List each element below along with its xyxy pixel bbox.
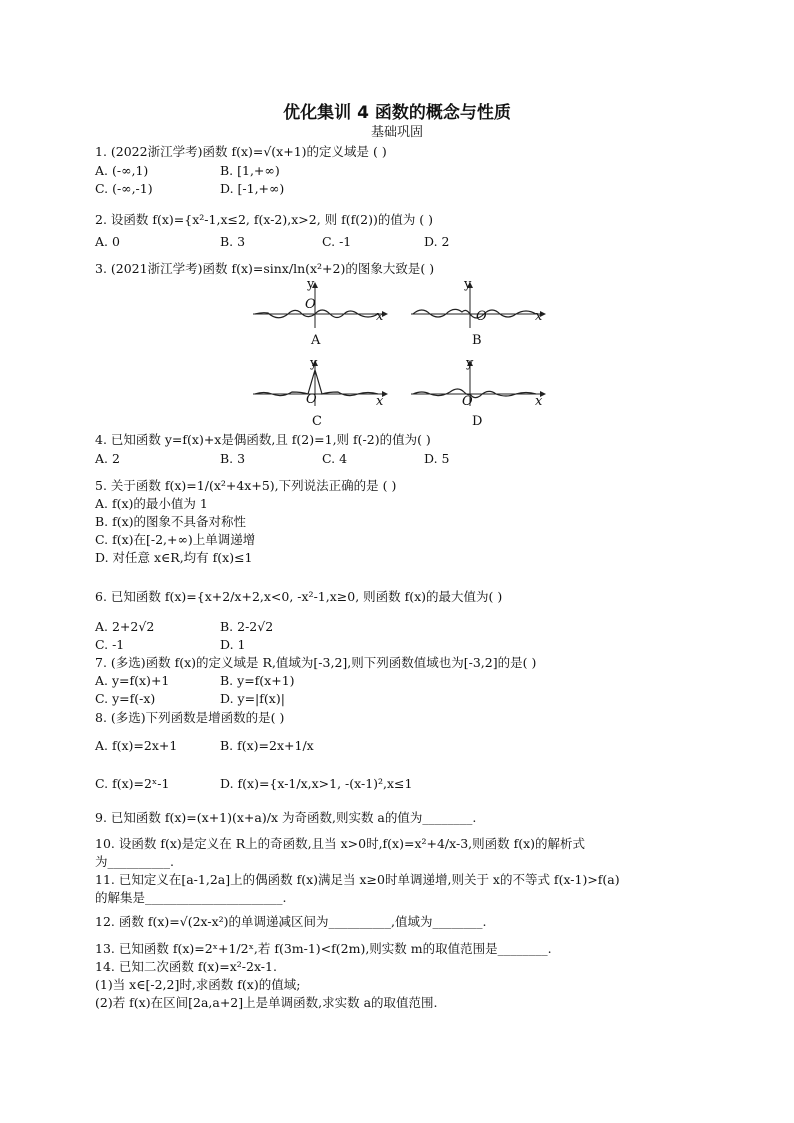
q2-option-c: C. -1 (322, 234, 352, 249)
q7-option-c: C. y=f(-x) (95, 691, 156, 706)
q6-option-c: C. -1 (95, 637, 125, 652)
page-title: 优化集训 4 函数的概念与性质 (283, 103, 511, 123)
q5-option-c: C. f(x)在[-2,+∞)上单调递增 (95, 532, 256, 547)
q2-option-d: D. 2 (424, 234, 450, 249)
q14-stem: 14. 已知二次函数 f(x)=x²-2x-1. (95, 959, 277, 974)
graph-b-y-label: y (464, 277, 472, 292)
q14-part-1: (1)当 x∈[-2,2]时,求函数 f(x)的值域; (95, 977, 301, 992)
q5-option-d: D. 对任意 x∈R,均有 f(x)≤1 (95, 550, 253, 565)
q8-option-d: D. f(x)={x-1/x,x>1, -(x-1)²,x≤1 (220, 776, 413, 791)
q11-continuation: 的解集是______________________. (95, 890, 287, 905)
graph-a (250, 280, 390, 330)
q5-stem: 5. 关于函数 f(x)=1/(x²+4x+5),下列说法正确的是 ( ) (95, 478, 397, 493)
q9-stem: 9. 已知函数 f(x)=(x+1)(x+a)/x 为奇函数,则实数 a的值为________. (95, 810, 477, 825)
q14-part-2: (2)若 f(x)在区间[2a,a+2]上是单调函数,求实数 a的取值范围. (95, 995, 438, 1010)
graph-b-caption: B (472, 333, 482, 348)
q2-stem: 2. 设函数 f(x)={x²-1,x≤2, f(x-2),x>2, 则 f(f(2))的值为 ( ) (95, 212, 434, 227)
q2-option-a: A. 0 (95, 234, 120, 249)
graph-c-caption: C (312, 414, 322, 429)
q7-option-b: B. y=f(x+1) (220, 673, 295, 688)
q1-stem: 1. (2022浙江学考)函数 f(x)=√(x+1)的定义域是 ( ) (95, 144, 387, 159)
q1-option-d: D. [-1,+∞) (220, 181, 285, 196)
q13-stem: 13. 已知函数 f(x)=2ˣ+1/2ˣ,若 f(3m-1)<f(2m),则实数 m的取值范围是________. (95, 941, 552, 956)
q1-option-c: C. (-∞,-1) (95, 181, 153, 196)
q8-option-b: B. f(x)=2x+1/x (220, 738, 314, 753)
q7-option-a: A. y=f(x)+1 (95, 673, 170, 688)
graph-d-origin: O (462, 394, 473, 409)
q8-option-a: A. f(x)=2x+1 (95, 738, 178, 753)
q11-stem: 11. 已知定义在[a-1,2a]上的偶函数 f(x)满足当 x≥0时单调递增,则关于 x的不等式 f(x-1)>f(a) (95, 872, 620, 887)
q6-option-a: A. 2+2√2 (95, 619, 155, 634)
graph-d-y-label: y (466, 356, 474, 371)
q8-option-c: C. f(x)=2ˣ-1 (95, 776, 170, 791)
q4-option-a: A. 2 (95, 451, 120, 466)
q6-option-d: D. 1 (220, 637, 246, 652)
q1-option-b: B. [1,+∞) (220, 163, 280, 178)
q6-stem: 6. 已知函数 f(x)={x+2/x+2,x<0, -x²-1,x≥0, 则函数 f(x)的最大值为( ) (95, 589, 503, 604)
graph-a-origin: O (305, 297, 316, 312)
q4-option-c: C. 4 (322, 451, 348, 466)
graph-c-x-label: x (376, 394, 384, 409)
q6-option-b: B. 2-2√2 (220, 619, 274, 634)
q2-option-b: B. 3 (220, 234, 246, 249)
graph-a-caption: A (311, 333, 321, 348)
graph-b-x-label: x (535, 309, 543, 324)
section-subtitle: 基础巩固 (370, 125, 423, 140)
graph-c-origin: O (306, 392, 317, 407)
graph-c-y-label: y (310, 356, 318, 371)
graph-c (250, 358, 390, 408)
q8-stem: 8. (多选)下列函数是增函数的是( ) (95, 710, 285, 725)
graph-b-origin: O (476, 309, 487, 324)
q10-continuation: 为__________. (95, 854, 174, 869)
q4-option-b: B. 3 (220, 451, 246, 466)
q1-option-a: A. (-∞,1) (95, 163, 149, 178)
graph-a-y-label: y (307, 277, 315, 292)
q5-option-b: B. f(x)的图象不具备对称性 (95, 514, 247, 529)
graph-a-x-label: x (376, 309, 384, 324)
q7-option-d: D. y=|f(x)| (220, 691, 285, 706)
graph-d (408, 358, 548, 408)
q10-stem: 10. 设函数 f(x)是定义在 R上的奇函数,且当 x>0时,f(x)=x²+4/x-3,则函数 f(x)的解析式 (95, 836, 586, 851)
q3-stem: 3. (2021浙江学考)函数 f(x)=sinx/ln(x²+2)的图象大致是( ) (95, 261, 435, 276)
q7-stem: 7. (多选)函数 f(x)的定义域是 R,值域为[-3,2],则下列函数值域也为[-3,2]的是( ) (95, 655, 537, 670)
graph-d-x-label: x (535, 394, 543, 409)
q5-option-a: A. f(x)的最小值为 1 (95, 496, 208, 511)
graph-d-caption: D (472, 414, 483, 429)
q4-option-d: D. 5 (424, 451, 450, 466)
q4-stem: 4. 已知函数 y=f(x)+x是偶函数,且 f(2)=1,则 f(-2)的值为( ) (95, 432, 431, 447)
q12-stem: 12. 函数 f(x)=√(2x-x²)的单调递减区间为__________,值域为________. (95, 914, 487, 929)
